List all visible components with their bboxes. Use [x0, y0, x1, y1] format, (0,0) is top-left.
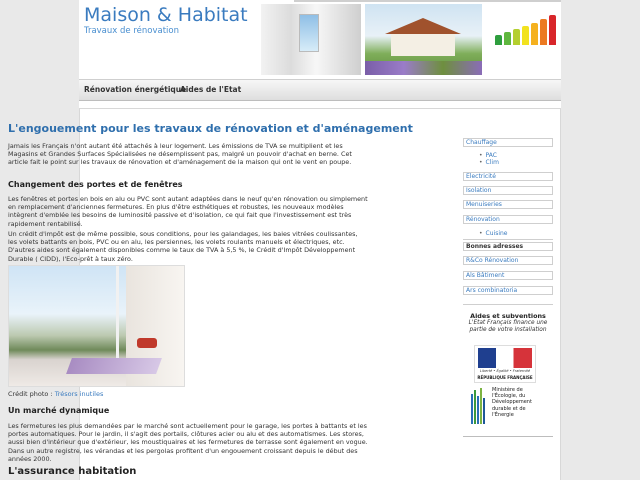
article-intro: Jamais les Français n'ont autant été attachés à leur logement. Les émissions de TVA se multiplient et les Magasins et Grandes Surfaces Spécialisées ne désemplissent pas, malgré un pouvoir d'achat en berne. Cet article fait le point sur les travaux de rénovation et d'aménagement de la maison qui ont le vent en poupe.: [8, 142, 352, 167]
sidebar-item-isolation[interactable]: Isolation: [463, 186, 553, 195]
sidebar-divider: [463, 239, 553, 240]
rf-name: RÉPUBLIQUE FRANÇAISE: [477, 375, 533, 380]
main-nav: [79, 79, 561, 101]
site-header: [79, 0, 561, 78]
article-title[interactable]: L'engouement pour les travaux de rénovation et d'aménagement: [8, 122, 413, 135]
header-image-house: [365, 4, 482, 75]
photo-window-frame: [9, 266, 119, 358]
house-roof-graphic: [385, 18, 461, 34]
sidebar-item-renovation[interactable]: Rénovation: [463, 215, 553, 224]
site-subtitle: Travaux de rénovation: [84, 26, 179, 36]
photo-credit-label: Crédit photo :: [8, 390, 53, 398]
energy-bar: [495, 35, 502, 45]
sidebar-subitem-clim[interactable]: • Clim: [479, 159, 499, 166]
photo-credit-link[interactable]: Trésors inutiles: [54, 390, 104, 398]
sidebar-bottom-divider: [463, 436, 553, 437]
section-paragraph: Les fermetures les plus demandées par le marché sont actuellement pour le garage, les portes à battants et les portes automatiques. Pour le jardin, il s'agit des portails, clôtures acier ou alu et des automatismes. Les stores, aussi bien d'intérieur que d'extérieur, les moustiquaires et les fermetures de terrasse sont également en vogue. Dans un autre registre, les vérandas et les pergolas profitent d'un engouement croissant depuis le début des années 2000.: [8, 422, 368, 463]
house-wall-graphic: [391, 34, 455, 56]
ministry-text: Ministère de l'Écologie, du Développement durable et de l'Énergie: [492, 387, 532, 418]
republique-francaise-logo[interactable]: [474, 345, 536, 383]
sidebar-subitem-pac[interactable]: • PAC: [479, 152, 497, 159]
section-heading-portes-fenetres: Changement des portes et de fenêtres: [8, 180, 183, 189]
sidebar-divider: [463, 304, 553, 305]
sidebar-link-ars-combinatoria[interactable]: Ars combinatoria: [463, 286, 553, 295]
sidebar-item-chauffage[interactable]: Chauffage: [463, 138, 553, 147]
house-garden-graphic: [365, 61, 482, 75]
section-heading-marche: Un marché dynamique: [8, 406, 110, 415]
energy-bar: [504, 32, 511, 45]
sidebar-heading-bonnes-adresses: Bonnes adresses: [463, 242, 553, 251]
nav-item-renovation-energetique[interactable]: Rénovation énergétique: [84, 85, 187, 94]
article-photo: [8, 265, 185, 387]
sidebar-item-menuiseries[interactable]: Menuiseries: [463, 200, 553, 209]
energy-bar: [540, 19, 547, 45]
sidebar-link-rco-renovation[interactable]: R&Co Rénovation: [463, 256, 553, 265]
photo-chair: [137, 338, 157, 348]
energy-bar: [513, 29, 520, 45]
energy-bar: [522, 26, 529, 45]
photo-bed: [66, 358, 162, 374]
door-opening-graphic: [299, 14, 319, 52]
header-top-strip: [294, 0, 561, 2]
aides-text: L'Etat Français finance une partie de votre installation: [468, 320, 548, 333]
sidebar-item-electricite[interactable]: Electricité: [463, 172, 553, 181]
aides-title: Aides et subventions: [470, 312, 546, 320]
header-image-energy-label: [491, 4, 561, 75]
header-image-door: [261, 4, 361, 75]
marianne-flag-icon: [478, 348, 532, 368]
photo-credit: [8, 390, 103, 398]
nav-item-aides-etat[interactable]: Aides de l'Etat: [180, 85, 242, 94]
ministry-bars-icon: [470, 386, 486, 426]
energy-bar: [531, 23, 538, 45]
sidebar-subitem-cuisine[interactable]: • Cuisine: [479, 230, 508, 237]
site-title[interactable]: Maison & Habitat: [84, 4, 248, 26]
energy-bar: [549, 15, 556, 45]
section-heading-assurance: L'assurance habitation: [8, 466, 137, 477]
ministere-ecologie-logo[interactable]: [470, 384, 542, 432]
section-paragraph: Un crédit d'impôt est de même possible, sous conditions, pour les galandages, les baies vitrées coulissantes, les volets battants en bois, PVC ou en alu, les persiennes, les volets roulants manuels et électriques, etc. D'autres aides sont également disponibles comme le taux de TVA à 5,5 %, le Crédit d'Impôt Développement Durable ( CIDD), l'Eco-prêt à taux zéro.: [8, 230, 358, 263]
sidebar-link-als-batiment[interactable]: Als Bâtiment: [463, 271, 553, 280]
section-paragraph: Les fenêtres et portes en bois en alu ou PVC sont autant adaptées dans le neuf qu'en rénovation ou simplement en remplacement d'anciennes fermetures. En plus d'être esthétiques et robustes, les nouveaux modèles intègrent d'emblée les besoins de luminosité passive et d'isolation, ce qui fait que l'investissement est très rapidement rentabilisé.: [8, 195, 368, 228]
rf-motto: Liberté • Égalité • Fraternité: [479, 369, 531, 373]
